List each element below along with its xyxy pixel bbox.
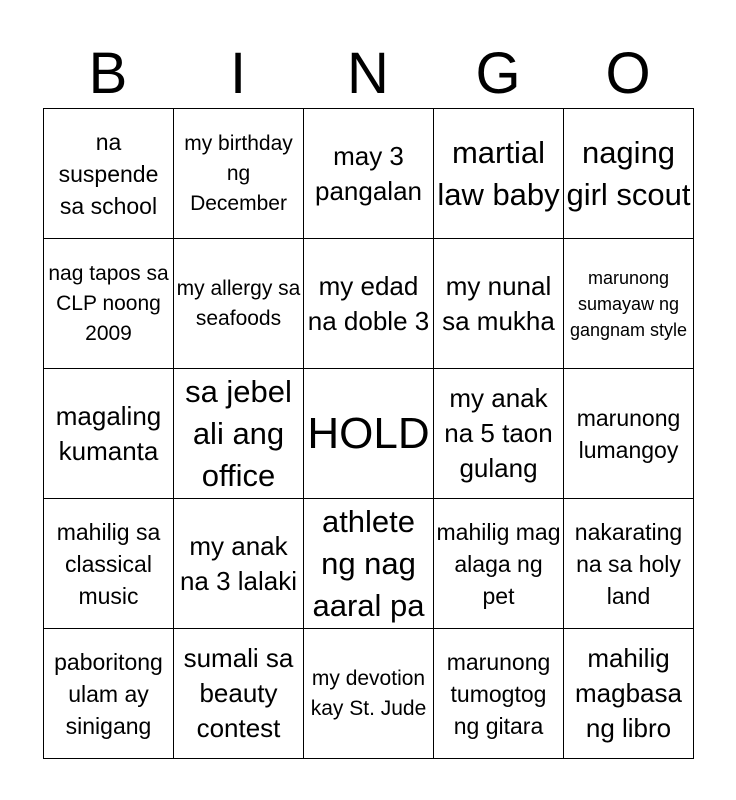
bingo-cell[interactable] [174,499,304,629]
bingo-cell-text: my edad na doble 3 [307,270,430,336]
bingo-cell[interactable] [564,109,694,239]
bingo-cell[interactable] [174,109,304,239]
bingo-grid [43,108,694,759]
bingo-cell-text: nag tapos sa CLP noong 2009 [48,261,169,345]
bingo-cell[interactable] [174,239,304,369]
bingo-cell-text: paboritong ulam ay sinigang [54,648,163,739]
bingo-cell[interactable] [564,369,694,499]
bingo-cell-text: may 3 pangalan [315,140,422,206]
bingo-cell-text: my allergy sa seafoods [176,276,301,330]
bingo-cell-text: marunong lumangoy [576,404,681,463]
header-letter-o: O [605,41,651,106]
bingo-cell-text: marunong sumayaw ng gangnam style [569,267,688,340]
bingo-cell-text: my devotion kay St. Jude [310,666,427,720]
bingo-cell-text: athlete ng nag aaral pa [312,503,425,623]
bingo-cell[interactable] [304,499,434,629]
bingo-cell[interactable] [44,629,174,759]
bingo-cell-text: my anak na 3 lalaki [179,530,298,596]
bingo-cell[interactable] [434,239,564,369]
bingo-cell-text: marunong tumogtog ng gitara [446,648,551,739]
bingo-cell[interactable] [434,109,564,239]
free-space-cell[interactable] [304,369,434,499]
bingo-cell[interactable] [44,109,174,239]
bingo-cell-text: mahilig magbasa ng libro [575,643,682,743]
bingo-cell[interactable] [44,369,174,499]
free-space-text: HOLD [307,408,430,458]
bingo-cell-text: my birthday ng December [184,131,293,215]
bingo-cell[interactable] [434,499,564,629]
bingo-cell-text: sumali sa beauty contest [183,643,294,743]
bingo-cell[interactable] [304,629,434,759]
bingo-cell[interactable] [434,369,564,499]
bingo-cell[interactable] [434,629,564,759]
bingo-cell-text: naging girl scout [566,134,691,212]
header-letter-b: B [88,41,128,106]
bingo-cell[interactable] [174,629,304,759]
bingo-cell[interactable] [304,109,434,239]
bingo-cell[interactable] [174,369,304,499]
bingo-cell-text: my anak na 5 taon gulang [444,383,553,483]
bingo-cell[interactable] [44,499,174,629]
bingo-cell-text: martial law baby [437,134,560,212]
bingo-cell-text: my nunal sa mukha [442,270,555,336]
bingo-cell-text: na suspende sa school [58,128,159,219]
header-letter-i: I [229,41,247,106]
bingo-cell-text: nakarating na sa holy land [574,518,683,609]
header-letter-n: N [347,41,389,106]
bingo-cell-text: magaling kumanta [55,400,162,466]
header-letter-g: G [475,41,521,106]
bingo-cell-text: sa jebel ali ang office [185,373,292,493]
bingo-cell-text: mahilig mag alaga ng pet [436,518,561,609]
bingo-cell[interactable] [564,239,694,369]
bingo-cell[interactable] [44,239,174,369]
bingo-cell[interactable] [304,239,434,369]
bingo-cell[interactable] [564,629,694,759]
bingo-cell[interactable] [564,499,694,629]
bingo-header [43,40,693,108]
bingo-cell-text: mahilig sa classical music [56,518,161,609]
